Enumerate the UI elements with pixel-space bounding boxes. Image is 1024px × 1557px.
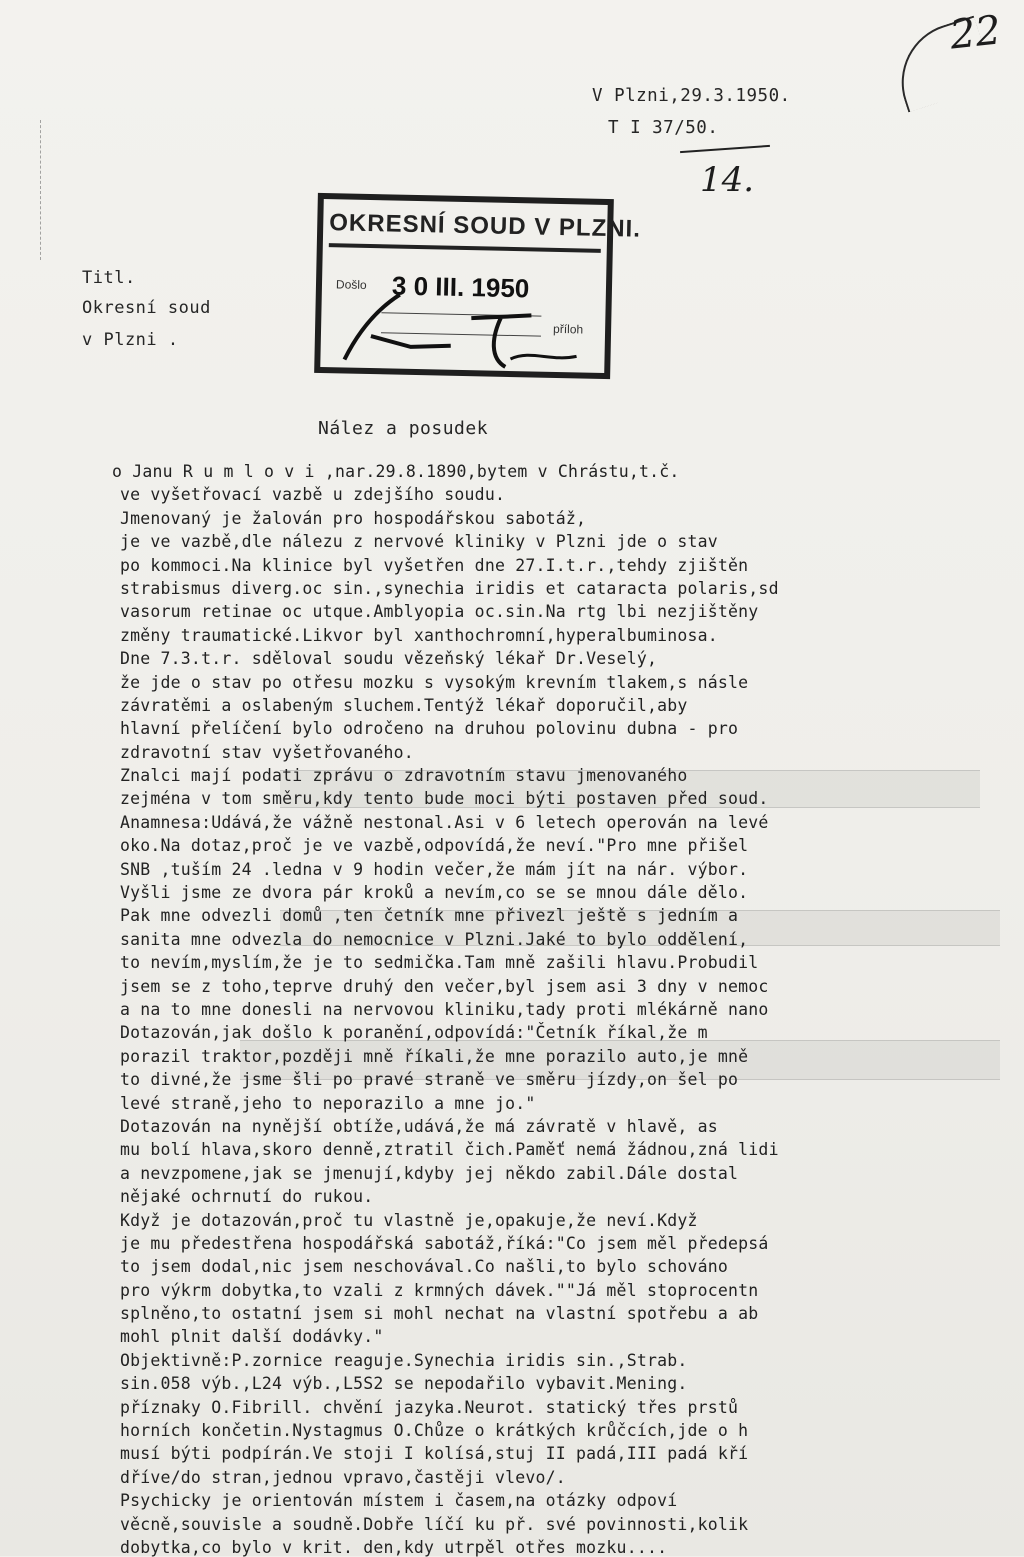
body-line: nějaké ochrnutí do rukou.: [120, 1187, 374, 1207]
body-line: vasorum retinae oc utque.Amblyopia oc.sin.Na rtg lbi nezjištěny: [120, 602, 759, 622]
body-line: dříve/do stran,jednou vpravo,častěji vlevo/.: [120, 1467, 566, 1487]
stamp-court-name: OKRESNÍ SOUD V PLZNI.: [329, 209, 602, 253]
folio-number: 22: [947, 7, 1004, 59]
body-line: a na to mne donesli na nervovou kliniku,tady proti mlékárně nano: [120, 1000, 769, 1019]
addressee-line: Titl.: [82, 268, 136, 288]
body-line: Objektivně:P.zornice reaguje.Synechia iridis sin.,Strab.: [120, 1350, 688, 1370]
body-line: Vyšli jsme ze dvora pár kroků a nevím,co se se mnou dále dělo.: [120, 883, 749, 903]
body-line: oko.Na dotaz,proč je ve vazbě,odpovídá,že neví."Pro mne přišel: [120, 836, 749, 856]
body-line: horních končetin.Nystagmus O.Chůze o krátkých krůčcích,jde o h: [120, 1421, 749, 1441]
court-receipt-stamp: [314, 193, 642, 379]
body-line: to jsem dodal,nic jsem neschovával.Co našli,to bylo schováno: [120, 1257, 729, 1277]
body-line: to divné,že jsme šli po pravé straně ve směru jízdy,on šel po: [120, 1070, 739, 1090]
handwritten-number: 14.: [700, 160, 755, 200]
stamp-prefix: Došlo: [335, 277, 367, 292]
body-line: Dotazován na nynější obtíže,udává,že má závratě v hlavě, as: [120, 1116, 718, 1136]
body-line: Když je dotazován,proč tu vlastně je,opakuje,že neví.Když: [120, 1210, 698, 1230]
margin-mark: [40, 120, 81, 260]
body-line: je mu předestřena hospodářská sabotáž,říká:"Co jsem měl předepsá: [120, 1233, 769, 1253]
body-line: Jmenovaný je žalován pro hospodářskou sabotáž,: [120, 508, 587, 528]
body-line: dobytka,co bylo v krit. den,kdy utrpěl otřes mozku....: [120, 1538, 668, 1557]
body-line: strabismus diverg.oc sin.,synechia iridis et cataracta polaris,sd: [120, 578, 779, 598]
body-line: splněno,to ostatní jsem si mohl nechat na vlastní spotřebu a ab: [120, 1304, 759, 1324]
body-line: Anamnesa:Udává,že vážně nestonal.Asi v 6 letech operován na levé: [120, 812, 769, 832]
body-line: porazil traktor,později mně říkali,že mne porazilo auto,je mně: [120, 1046, 749, 1066]
body-line: levé straně,jeho to neporazilo a mne jo.": [120, 1093, 536, 1113]
body-line: že jde o stav po otřesu mozku s vysokým krevním tlakem,s násle: [120, 672, 749, 692]
file-reference: T I 37/50.: [608, 118, 719, 138]
body-line: závratěmi a oslabeným sluchem.Tentýž lékař doporučil,aby: [120, 695, 688, 715]
body-line: SNB ,tuším 24 .ledna v 9 hodin večer,že mám jít na nár. výbor.: [120, 859, 749, 879]
body-line: změny traumatické.Likvor byl xanthochromní,hyperalbuminosa.: [120, 625, 718, 645]
body-line: věcně,souvisle a soudně.Dobře líčí ku př. své povinnosti,kolik: [120, 1514, 749, 1534]
body-line: pro výkrm dobytka,to vzali z krmných dávek.""Já měl stoprocentn: [120, 1280, 759, 1300]
addressee-line: Okresní soud: [82, 298, 211, 318]
body-line: ve vyšetřovací vazbě u zdejšího soudu.: [120, 485, 506, 505]
document-title: Nález a posudek: [318, 418, 489, 439]
body-line: jsem se z toho,teprve druhý den večer,byl jsem asi 3 dny v nemoc: [120, 976, 769, 996]
body-line: hlavní přelíčení bylo odročeno na druhou polovinu dubna - pro: [120, 719, 739, 739]
body-line: zdravotní stav vyšetřovaného.: [120, 742, 414, 762]
body-line: mohl plnit další dodávky.": [120, 1327, 384, 1347]
stamp-attachments: příloh: [552, 321, 584, 337]
body-line: to nevím,myslím,že je to sedmička.Tam mně zašili hlavu.Probudil: [120, 953, 759, 973]
body-line: Znalci mají podati zprávu o zdravotním stavu jmenovaného: [120, 766, 688, 786]
body-line: musí býti podpírán.Ve stoji I kolísá,stuj II padá,III padá kří: [120, 1444, 749, 1464]
body-line: zejména v tom směru,kdy tento bude moci býti postaven před soud.: [120, 789, 769, 809]
body-line: po kommoci.Na klinice byl vyšetřen dne 27.I.t.r.,tehdy zjištěn: [120, 555, 749, 575]
body-line: Psychicky je orientován místem i časem,na otázky odpoví: [120, 1491, 678, 1511]
body-line: je ve vazbě,dle nálezu z nervové kliniky v Plzni jde o stav: [120, 532, 718, 552]
place-date: V Plzni,29.3.1950.: [592, 86, 791, 106]
body-line: Pak mne odvezli domů ,ten četník mne přivezl ještě s jedním a: [120, 906, 739, 926]
body-line: příznaky O.Fibrill. chvění jazyka.Neurot. statický třes prstů: [120, 1397, 739, 1417]
body-line: a nevzpomene,jak se jmenují,kdyby jej někdo zabil.Dále dostal: [120, 1163, 739, 1183]
addressee-line: v Plzni .: [82, 330, 179, 350]
reference-underline: [680, 145, 770, 153]
body-line: sanita mne odvezla do nemocnice v Plzni.Jaké to bylo oddělení,: [120, 929, 749, 949]
body-line: Dotazován,jak došlo k poranění,odpovídá:"Četník říkal,že m: [120, 1023, 708, 1043]
stamp-signature: [340, 285, 602, 370]
body-line: mu bolí hlava,skoro denně,ztratil čich.Paměť nemá žádnou,zná lidi: [120, 1140, 779, 1160]
body-line: sin.058 výb.,L24 výb.,L5S2 se nepodařilo vybavit.Mening.: [120, 1374, 688, 1394]
body-line: o Janu R u m l o v i ,nar.29.8.1890,bytem v Chrástu,t.č.: [112, 462, 680, 481]
stamp-date: 3 0 III. 1950: [391, 270, 530, 304]
body-line: Dne 7.3.t.r. sděloval soudu vězeňský lékař Dr.Veselý,: [120, 649, 658, 669]
